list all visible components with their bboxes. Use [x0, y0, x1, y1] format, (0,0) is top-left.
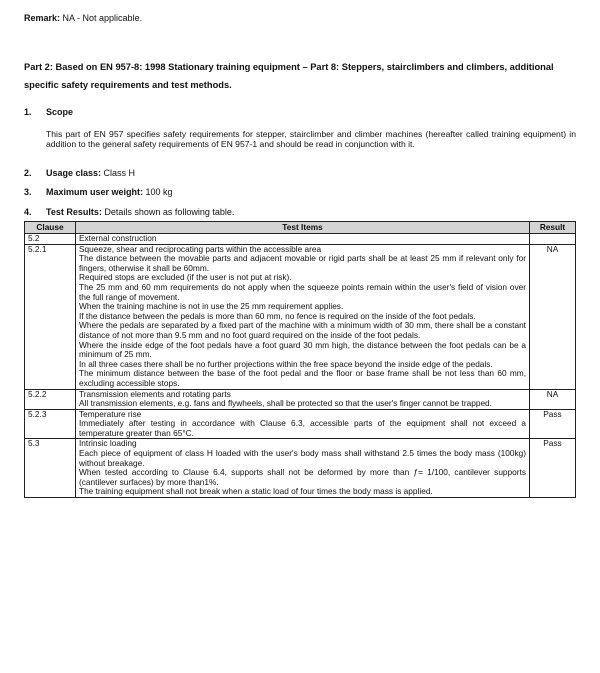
requirement-text: The 25 mm and 60 mm requirements do not apply when the squeeze points remain within the user's field of vision over the full range of movement. — [79, 281, 526, 302]
remark-text: NA - Not applicable. — [60, 13, 143, 23]
section-usage-class — [24, 168, 135, 178]
test-item-title: Temperature rise — [79, 408, 142, 419]
requirement-text: All transmission elements, e.g. fans and flywheels, shall be protected so that the user's finger cannot be trapped. — [79, 398, 492, 409]
table-header-row — [25, 222, 576, 234]
section-label: Usage class: — [46, 168, 102, 178]
table-row — [25, 389, 576, 409]
requirement-text: The distance between the movable parts and adjacent movable or rigid parts shall be at least 25 mm if relevant only for fingers, otherwise it shall be 60mm. — [79, 253, 526, 273]
section-number: 3. — [24, 187, 32, 197]
table-row — [25, 244, 576, 389]
result-cell: Pass — [530, 409, 576, 439]
test-item-title: Transmission elements and rotating parts — [79, 388, 231, 399]
section-max-weight — [24, 187, 173, 197]
section-test-results — [24, 207, 234, 217]
test-item-title: Intrinsic loading — [79, 438, 137, 449]
clause-cell: 5.3 — [25, 439, 76, 498]
header-test-items: Test Items — [76, 222, 530, 234]
requirement-text: The minimum distance between the base of the foot pedal and the floor or base frame shall be not less than 60 mm, excluding accessible stops. — [79, 368, 526, 388]
part-heading: Part 2: Based on EN 957-8: 1998 Stationary training equipment – Part 8: Steppers, stairclimbers and climbers, additional specific safety requirements and test methods. — [24, 62, 554, 90]
requirement-text: Where the inside edge of the foot pedals have a foot guard 30 mm high, the distance between the foot pedals can be a minimum of 25 mm. — [79, 339, 526, 360]
test-item-cell — [76, 409, 530, 439]
requirement-text: The training equipment shall not break when a static load of four times the body mass is applied. — [79, 486, 433, 497]
result-cell: Pass — [530, 439, 576, 498]
clause-cell: 5.2.3 — [25, 409, 76, 439]
section-number: 4. — [24, 207, 32, 217]
requirement-text: Where the pedals are separated by a fixed part of the machine with a minimum width of 30 mm, there shall be a constant distance of not more than 9.5 mm and no foot guard required on the inside of the foot pedals. — [79, 320, 526, 340]
section-value: Class H — [101, 168, 136, 178]
section-label: Maximum user weight: — [46, 187, 144, 197]
section-number: 2. — [24, 168, 32, 178]
section-label: Scope — [46, 107, 74, 117]
table-row — [25, 439, 576, 498]
section-scope — [24, 107, 73, 117]
clause-cell: 5.2 — [25, 234, 76, 245]
header-result: Result — [530, 222, 576, 234]
test-item-title: Squeeze, shear and reciprocating parts within the accessible area — [79, 243, 322, 254]
section-value: 100 kg — [143, 187, 173, 197]
requirement-text: When the training machine is not in use the 25 mm requirement applies. — [79, 301, 344, 312]
requirement-text: When tested according to Clause 6.4, supports shall not be deformed by more than ƒ= 1/100, cantilever supports (cantilever surfaces) by more than1%. — [79, 467, 526, 487]
test-item-cell — [76, 439, 530, 498]
test-item-cell — [76, 244, 530, 389]
section-label: Test Results: — [46, 207, 102, 217]
requirement-text: If the distance between the pedals is more than 60 mm, no fence is required on the inside of the foot pedals. — [79, 310, 476, 321]
clause-cell: 5.2.2 — [25, 389, 76, 409]
test-item-title: External construction — [79, 233, 157, 243]
remark-label: Remark: — [24, 13, 61, 23]
requirement-text: In all three cases there shall be no further projections within the free space beyond the inside edge of the pedals. — [79, 358, 493, 369]
requirement-text: Each piece of equipment of class H loaded with the user's body mass shall withstand 2.5 times the body mass (100kg) without breakage. — [79, 448, 526, 468]
table-body — [25, 234, 576, 498]
scope-text: This part of EN 957 specifies safety requirements for stepper, stairclimber and climber machines (hereafter called training equipment) in addition to the general safety requirements of EN 957-1 and should be read in conjunction with it. — [46, 129, 576, 149]
test-item-cell — [76, 389, 530, 409]
table-row — [25, 409, 576, 439]
test-results-table — [24, 221, 576, 498]
clause-cell: 5.2.1 — [25, 244, 76, 389]
requirement-text: Immediately after testing in accordance with Clause 6.3, accessible parts of the equipment shall not exceed a temperature greater than 65°C. — [79, 418, 526, 438]
header-clause: Clause — [25, 222, 76, 234]
section-value: Details shown as following table. — [101, 207, 235, 217]
result-cell: NA — [530, 244, 576, 389]
test-item-cell — [76, 234, 530, 245]
result-cell — [530, 234, 576, 245]
table-row — [25, 234, 576, 245]
remark-line — [24, 13, 142, 23]
requirement-text: Required stops are excluded (if the user is not put at risk). — [79, 272, 292, 283]
result-cell: NA — [530, 389, 576, 409]
section-number: 1. — [24, 107, 32, 117]
